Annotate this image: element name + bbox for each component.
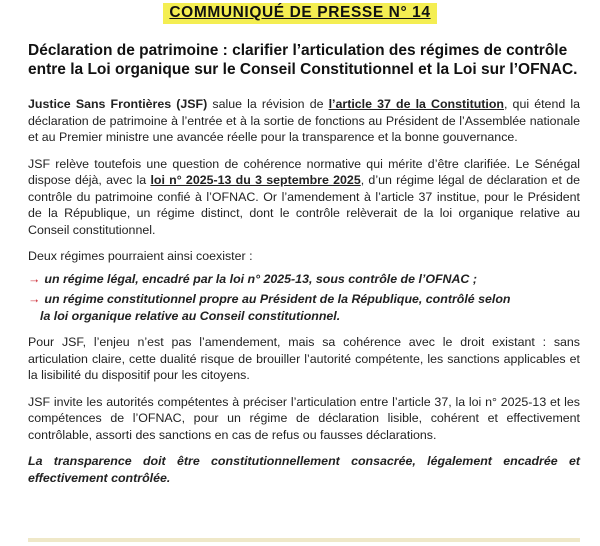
arrow-right-icon: → xyxy=(28,292,41,306)
arrow-right-icon: → xyxy=(28,271,41,286)
paragraph-call-to-action: JSF invite les autorités compétentes à préciser l’articulation entre l’article 37, la loi n° 2025-13 et les compétences de l’OFNAC, pour un régime de déclaration lisible, cohérent et effectivement contrôlable, assorti des sanctions en cas de refus ou fausses déclarations. xyxy=(28,394,580,442)
bullet-constitutional-regime-text-2: la loi organique relative au Conseil constitutionnel. xyxy=(40,308,341,323)
paragraph-coherence-text-1: JSF relève toutefois une question de cohérence normative qui mérite d’être clarifiée. Le Sénégal dispose déjà, avec la xyxy=(28,156,580,187)
bullet-legal-regime xyxy=(28,271,580,288)
law-reference: loi n° 2025-13 du 3 septembre 2025 xyxy=(150,173,361,187)
bullet-constitutional-regime xyxy=(28,291,580,324)
paragraph-intro-text-2: , qui étend la déclaration de patrimoine à l’entrée et à la sortie de fonctions au Président de l’Assemblée nationale et au Premier ministre une avancée réelle pour la transparence et la bonne gouvernance. xyxy=(28,97,580,144)
document-title: Déclaration de patrimoine : clarifier l’articulation des régimes de contrôle entre la Loi organique sur le Conseil Constitutionnel et la Loi sur l’OFNAC. xyxy=(28,42,578,78)
paragraph-intro xyxy=(28,96,580,146)
conclusion-statement: La transparence doit être constitutionnellement consacrée, légalement encadrée et effectivement contrôlée. xyxy=(28,454,580,485)
paragraph-coherence-text-2: , d’un régime légal de déclaration et de contrôle du patrimoine confié à l’OFNAC. Or l’amendement à l’article 37 institue, pour le Président de la République, un régime distinct, dont le contrôle relèverait de la loi organique relative au Conseil constitutionnel. xyxy=(28,173,580,237)
press-release-banner: COMMUNIQUÉ DE PRESSE N° 14 xyxy=(163,3,436,24)
org-name: Justice Sans Frontières (JSF) xyxy=(28,97,208,111)
banner-container xyxy=(0,3,600,24)
bullet-constitutional-regime-text-1: un régime constitutionnel propre au Président de la République, contrôlé selon xyxy=(44,292,511,306)
paragraph-two-regimes: Deux régimes pourraient ainsi coexister : xyxy=(28,249,253,263)
bullet-legal-regime-text: un régime légal, encadré par la loi n° 2025-13, sous contrôle de l’OFNAC ; xyxy=(44,271,477,286)
paragraph-intro-text-1: salue la révision de xyxy=(207,97,329,111)
document-body xyxy=(28,96,580,496)
paragraph-stakes: Pour JSF, l’enjeu n’est pas l’amendement, mais sa cohérence avec le droit existant : sans articulation claire, cette dualité risque de brouiller l’autorité compétente, les sanctions applicables et la lisibilité du dispositif pour les citoyens. xyxy=(28,335,580,382)
paragraph-coherence xyxy=(28,156,580,239)
bottom-divider xyxy=(28,538,580,542)
constitution-article-reference: l’article 37 de la Constitution xyxy=(328,97,504,111)
